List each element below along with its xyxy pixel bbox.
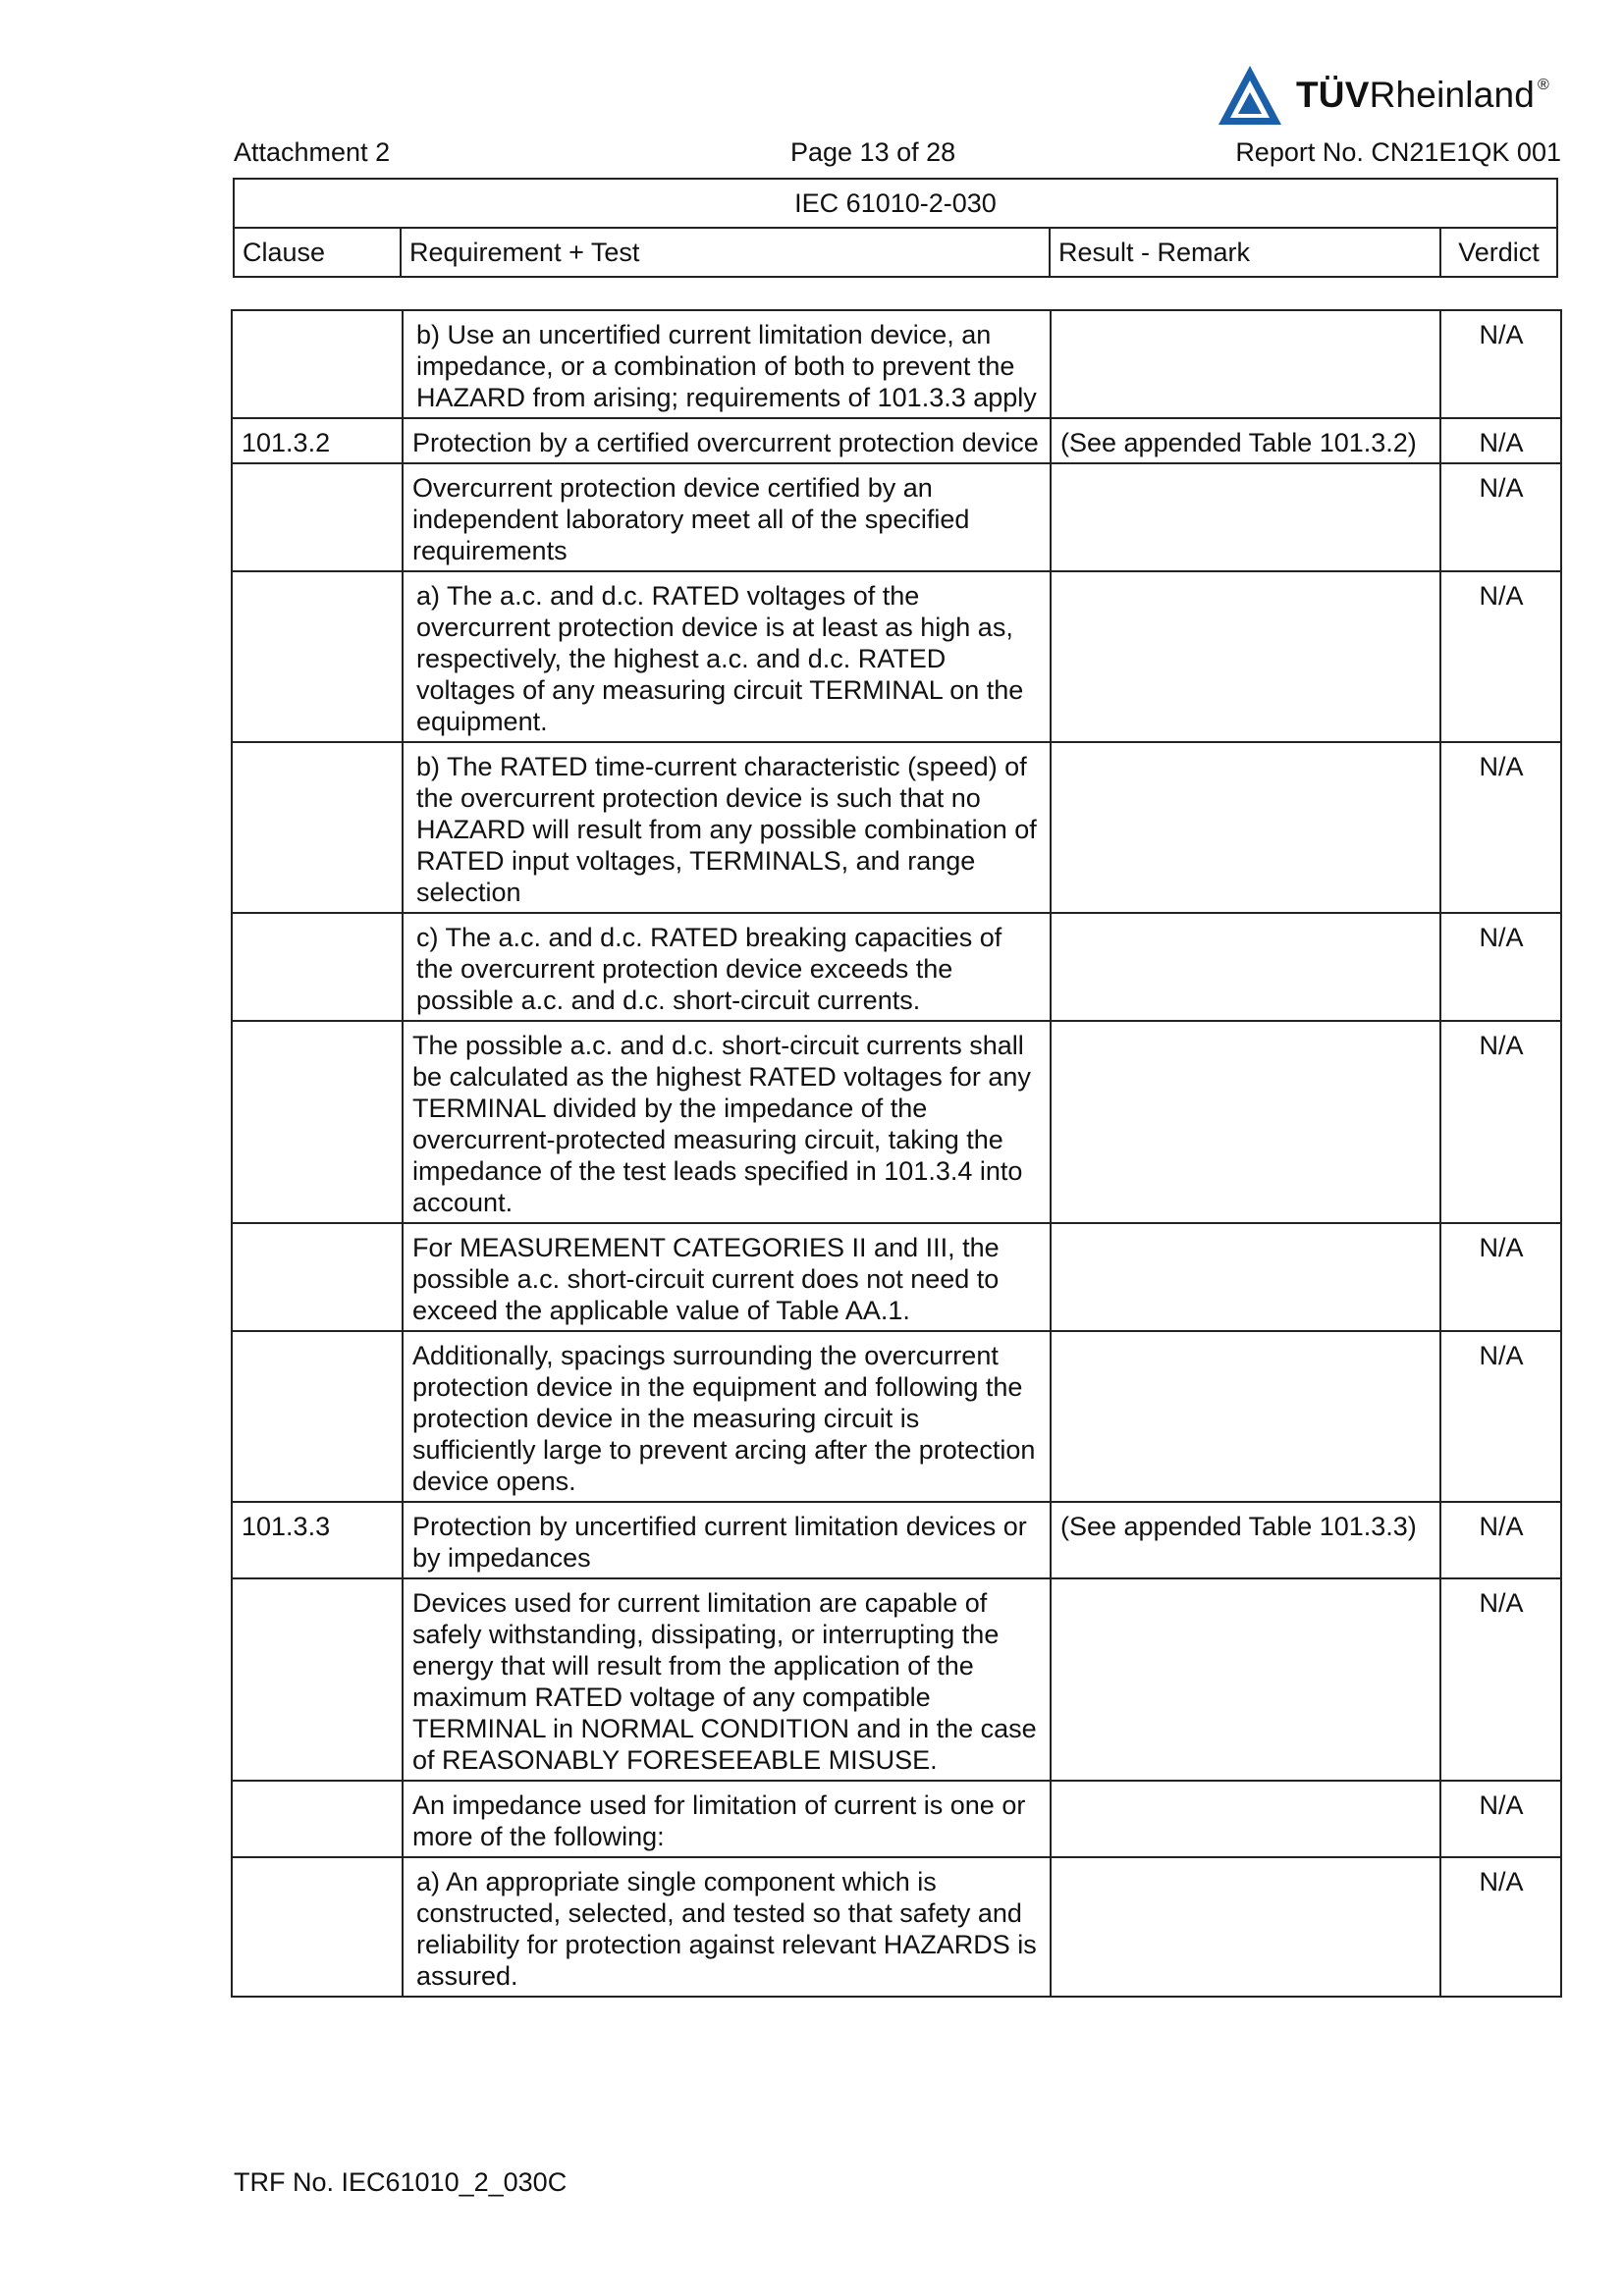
result-cell bbox=[1051, 1331, 1440, 1502]
verdict-cell: N/A bbox=[1440, 418, 1561, 463]
verdict-cell: N/A bbox=[1440, 1502, 1561, 1578]
table-row bbox=[232, 1223, 1561, 1331]
clause-cell bbox=[232, 742, 403, 913]
verdict-cell: N/A bbox=[1440, 463, 1561, 571]
result-cell bbox=[1051, 1021, 1440, 1223]
clause-cell bbox=[232, 310, 403, 418]
table-row bbox=[232, 418, 1561, 463]
table-row bbox=[232, 310, 1561, 418]
trf-footer: TRF No. IEC61010_2_030C bbox=[234, 2167, 568, 2197]
clause-cell bbox=[232, 463, 403, 571]
verdict-cell: N/A bbox=[1440, 571, 1561, 742]
clause-cell bbox=[232, 913, 403, 1021]
standard-title: IEC 61010-2-030 bbox=[234, 179, 1557, 228]
requirements-table bbox=[231, 309, 1562, 1998]
clause-cell bbox=[232, 571, 403, 742]
col-header-result: Result - Remark bbox=[1050, 228, 1440, 277]
requirements-body bbox=[232, 310, 1561, 1997]
result-cell bbox=[1051, 913, 1440, 1021]
table-row bbox=[232, 1331, 1561, 1502]
col-header-requirement: Requirement + Test bbox=[401, 228, 1050, 277]
result-cell bbox=[1051, 310, 1440, 418]
logo-wordmark: TÜVRheinland ® bbox=[1296, 75, 1550, 115]
col-header-verdict: Verdict bbox=[1440, 228, 1557, 277]
tuv-rheinland-logo bbox=[1216, 61, 1549, 130]
result-cell bbox=[1051, 1223, 1440, 1331]
verdict-cell: N/A bbox=[1440, 1223, 1561, 1331]
result-cell bbox=[1051, 1781, 1440, 1857]
verdict-cell: N/A bbox=[1440, 1781, 1561, 1857]
report-number: Report No. CN21E1QK 001 bbox=[1235, 137, 1561, 167]
verdict-cell: N/A bbox=[1440, 1021, 1561, 1223]
requirement-cell: a) An appropriate single component which is constructed, selected, and tested so that safety and reliability for protection against relevant HAZARDS is assured. bbox=[403, 1857, 1051, 1997]
result-cell: (See appended Table 101.3.2) bbox=[1051, 418, 1440, 463]
table-row bbox=[232, 1578, 1561, 1781]
verdict-cell: N/A bbox=[1440, 742, 1561, 913]
verdict-cell: N/A bbox=[1440, 1857, 1561, 1997]
col-header-clause: Clause bbox=[234, 228, 401, 277]
page-number: Page 13 of 28 bbox=[790, 137, 956, 167]
clause-cell bbox=[232, 1223, 403, 1331]
result-cell: (See appended Table 101.3.3) bbox=[1051, 1502, 1440, 1578]
table-row bbox=[232, 1781, 1561, 1857]
verdict-cell: N/A bbox=[1440, 310, 1561, 418]
table-row bbox=[232, 913, 1561, 1021]
result-cell bbox=[1051, 1857, 1440, 1997]
table-row bbox=[232, 571, 1561, 742]
requirement-cell: For MEASUREMENT CATEGORIES II and III, the possible a.c. short-circuit current does not need to exceed the applicable value of Table AA.1. bbox=[403, 1223, 1051, 1331]
attachment-label: Attachment 2 bbox=[234, 137, 391, 167]
result-cell bbox=[1051, 571, 1440, 742]
clause-cell bbox=[232, 1781, 403, 1857]
requirement-cell: Additionally, spacings surrounding the overcurrent protection device in the equipment and following the protection device in the measuring circuit is sufficiently large to prevent arcing after the protection device opens. bbox=[403, 1331, 1051, 1502]
requirement-cell: Protection by a certified overcurrent protection device bbox=[403, 418, 1051, 463]
header-table bbox=[233, 178, 1558, 278]
table-row bbox=[232, 1502, 1561, 1578]
table-row bbox=[232, 742, 1561, 913]
requirement-cell: Overcurrent protection device certified by an independent laboratory meet all of the specified requirements bbox=[403, 463, 1051, 571]
result-cell bbox=[1051, 1578, 1440, 1781]
result-cell bbox=[1051, 463, 1440, 571]
verdict-cell: N/A bbox=[1440, 1578, 1561, 1781]
requirement-cell: The possible a.c. and d.c. short-circuit currents shall be calculated as the highest RATED voltages for any TERMINAL divided by the impedance of the overcurrent-protected measuring circuit, taking the impedance of the test leads specified in 101.3.4 into account. bbox=[403, 1021, 1051, 1223]
requirement-cell: b) The RATED time-current characteristic (speed) of the overcurrent protection device is such that no HAZARD will result from any possible combination of RATED input voltages, TERMINALS, and range selection bbox=[403, 742, 1051, 913]
clause-cell: 101.3.2 bbox=[232, 418, 403, 463]
table-row bbox=[232, 1021, 1561, 1223]
requirement-cell: Devices used for current limitation are capable of safely withstanding, dissipating, or interrupting the energy that will result from the application of the maximum RATED voltage of any compatible TERMINAL in NORMAL CONDITION and in the case of REASONABLY FORESEEABLE MISUSE. bbox=[403, 1578, 1051, 1781]
requirement-cell: a) The a.c. and d.c. RATED voltages of the overcurrent protection device is at least as high as, respectively, the highest a.c. and d.c. RATED voltages of any measuring circuit TERMINAL on the equipment. bbox=[403, 571, 1051, 742]
verdict-cell: N/A bbox=[1440, 1331, 1561, 1502]
table-row bbox=[232, 1857, 1561, 1997]
result-cell bbox=[1051, 742, 1440, 913]
requirement-cell: b) Use an uncertified current limitation device, an impedance, or a combination of both to prevent the HAZARD from arising; requirements of 101.3.3 apply bbox=[403, 310, 1051, 418]
clause-cell bbox=[232, 1578, 403, 1781]
clause-cell bbox=[232, 1331, 403, 1502]
triangle-logo-icon bbox=[1216, 63, 1284, 128]
clause-cell bbox=[232, 1021, 403, 1223]
table-row bbox=[232, 463, 1561, 571]
verdict-cell: N/A bbox=[1440, 913, 1561, 1021]
clause-cell: 101.3.3 bbox=[232, 1502, 403, 1578]
requirement-cell: An impedance used for limitation of current is one or more of the following: bbox=[403, 1781, 1051, 1857]
requirement-cell: Protection by uncertified current limitation devices or by impedances bbox=[403, 1502, 1051, 1578]
clause-cell bbox=[232, 1857, 403, 1997]
requirement-cell: c) The a.c. and d.c. RATED breaking capacities of the overcurrent protection device exceeds the possible a.c. and d.c. short-circuit currents. bbox=[403, 913, 1051, 1021]
